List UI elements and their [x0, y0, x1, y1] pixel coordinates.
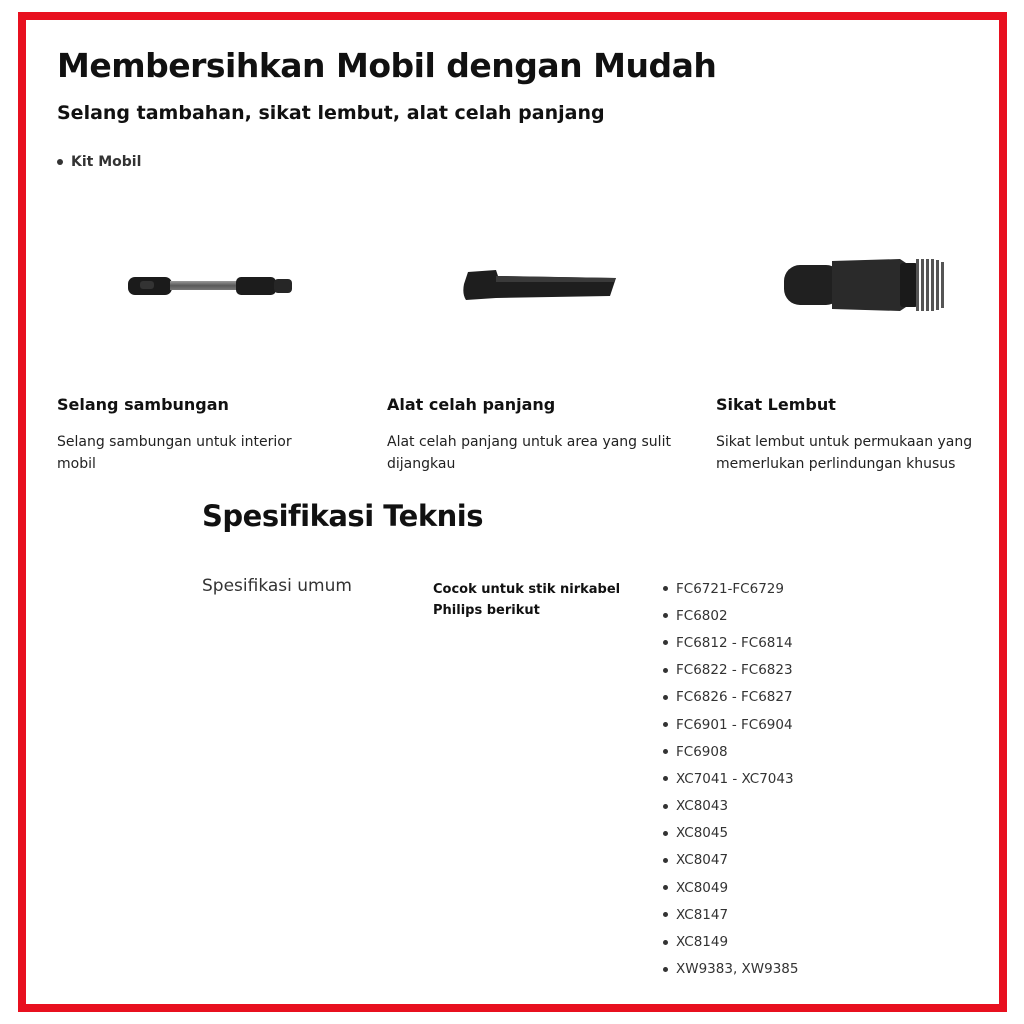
- bullet-icon: [663, 967, 668, 972]
- list-item: FC6721-FC6729: [663, 578, 799, 605]
- list-item: XC8045: [663, 823, 799, 850]
- bullet-icon: [663, 722, 668, 727]
- soft-brush-image: [782, 255, 952, 315]
- product-title-extension-hose: Selang sambungan: [57, 395, 229, 414]
- kit-label-text: Kit Mobil: [71, 154, 142, 170]
- bullet-icon: [663, 804, 668, 809]
- compatible-models-list: [663, 578, 799, 986]
- bullet-icon: [663, 695, 668, 700]
- page-title: Membersihkan Mobil dengan Mudah: [57, 46, 717, 85]
- list-item: FC6901 - FC6904: [663, 714, 799, 741]
- crevice-tool-image: [460, 266, 622, 306]
- list-item: XW9383, XW9385: [663, 959, 799, 986]
- bullet-icon: [663, 858, 668, 863]
- bullet-icon: [663, 940, 668, 945]
- list-item: XC8147: [663, 904, 799, 931]
- product-desc-soft-brush: Sikat lembut untuk permukaan yang memerlukan perlindungan khusus: [716, 434, 973, 472]
- list-item: FC6812 - FC6814: [663, 632, 799, 659]
- product-title-soft-brush: Sikat Lembut: [716, 395, 836, 414]
- red-frame: [18, 12, 1007, 1012]
- bullet-icon: [663, 640, 668, 645]
- bullet-icon: [663, 885, 668, 890]
- list-item: FC6822 - FC6823: [663, 660, 799, 687]
- kit-label: [57, 154, 141, 170]
- list-item: FC6908: [663, 741, 799, 768]
- specs-heading: Spesifikasi Teknis: [202, 499, 483, 533]
- bullet-icon: [663, 912, 668, 917]
- specs-category: Spesifikasi umum: [202, 576, 352, 596]
- list-item: XC8047: [663, 850, 799, 877]
- bullet-icon: [663, 613, 668, 618]
- bullet-icon: [663, 668, 668, 673]
- list-item: FC6802: [663, 605, 799, 632]
- list-item: XC8043: [663, 796, 799, 823]
- list-item: XC7041 - XC7043: [663, 768, 799, 795]
- product-desc-extension-hose: Selang sambungan untuk interior mobil: [57, 434, 292, 472]
- list-item: XC8149: [663, 931, 799, 958]
- bullet-icon: [663, 586, 668, 591]
- extension-hose-image: [126, 268, 296, 304]
- bullet-icon: [57, 159, 63, 165]
- bullet-icon: [663, 749, 668, 754]
- page-subtitle: Selang tambahan, sikat lembut, alat celah panjang: [57, 102, 605, 124]
- list-item: XC8049: [663, 877, 799, 904]
- product-title-crevice-tool: Alat celah panjang: [387, 395, 556, 414]
- bullet-icon: [663, 831, 668, 836]
- list-item: FC6826 - FC6827: [663, 687, 799, 714]
- product-desc-crevice-tool: Alat celah panjang untuk area yang sulit dijangkau: [387, 434, 671, 472]
- bullet-icon: [663, 776, 668, 781]
- specs-compat-label: Cocok untuk stik nirkabel Philips berikut: [433, 582, 621, 618]
